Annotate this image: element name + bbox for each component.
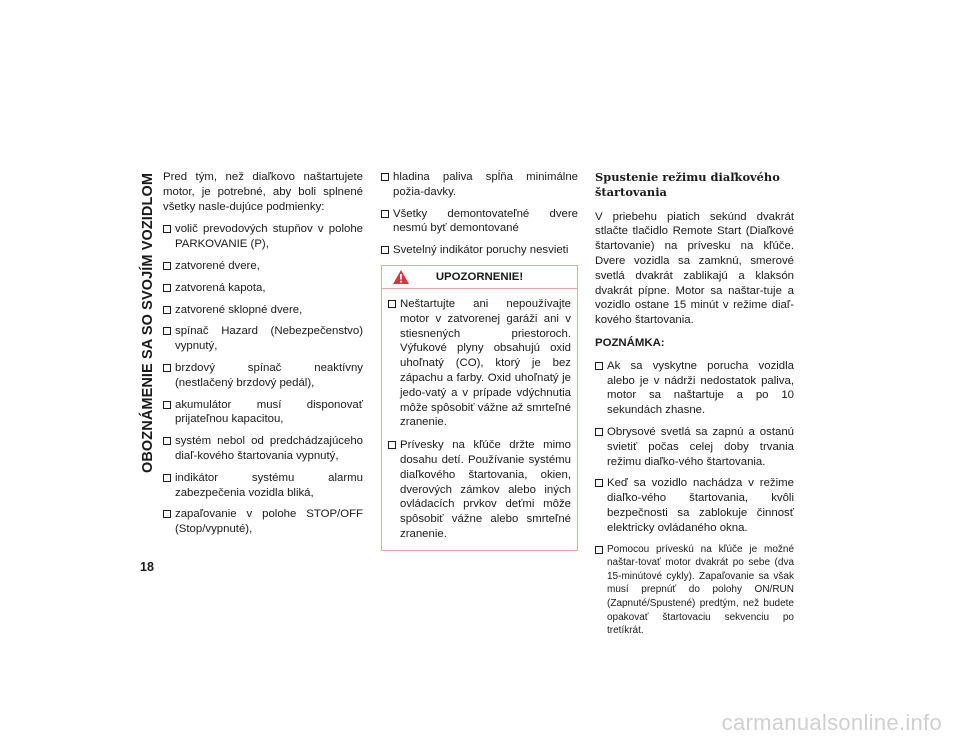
square-bullet-icon [163, 401, 171, 409]
square-bullet-icon [163, 262, 171, 270]
intro-paragraph: Pred tým, než diaľkovo naštartujete motor, je potrebné, aby boli splnené všetky nasle-dujúce podmienky: [163, 171, 363, 213]
square-bullet-icon [163, 284, 171, 292]
warning-box [381, 265, 578, 551]
warning-list [388, 297, 571, 542]
conditions-list-continued [381, 170, 578, 258]
notes-list [595, 359, 794, 536]
list-item: Neštartujte ani nepoužívajte motor v zatvorenej garáži ani v stiesnených priestoroch. Výfukové plyny obsahujú oxid uhoľnatý (CO), ktorý je bez zápachu a farby. Oxid uhoľnatý je jedo-vatý a v prípade vdýchnutia môže spôsobiť vážne až smrteľné zranenie. [388, 297, 571, 430]
page-number: 18 [140, 560, 154, 574]
list-item: Všetky demontovateľné dvere nesmú byť demontované [381, 207, 578, 237]
square-bullet-icon [163, 474, 171, 482]
column-2 [381, 170, 578, 551]
list-item: zatvorené dvere, [163, 259, 363, 274]
list-item: zatvorené sklopné dvere, [163, 303, 363, 318]
watermark: carmanualsonline.info [721, 710, 942, 735]
square-bullet-icon [388, 441, 396, 449]
conditions-list [163, 222, 363, 537]
square-bullet-icon [163, 306, 171, 314]
list-item: Prívesky na kľúče držte mimo dosahu detí. Používanie systému diaľkového štartovania, okien, dverových zámkov alebo iných ovládacích prvkov deťmi môže spôsobiť vážne alebo smrteľné zranenie. [388, 438, 571, 542]
square-bullet-icon [595, 362, 603, 370]
list-item: Pomocou príveskú na kľúče je možné naštar-tovať motor dvakrát po sebe (dva 15-minútové cykly). Zapaľovanie sa však musí prepnúť do polohy ON/RUN (Zapnuté/Spustené) predtým, než budete opakovať štartovaciu sekvenciu po tretíkrát. [595, 543, 794, 638]
square-bullet-icon [163, 510, 171, 518]
square-bullet-icon [595, 428, 603, 436]
small-notes-list [595, 543, 794, 638]
list-item: Obrysové svetlá sa zapnú a ostanú svietiť počas celej doby trvania režimu diaľko-vého štartovania. [595, 425, 794, 469]
warning-title: UPOZORNENIE! [435, 270, 524, 283]
list-item: brzdový spínač neaktívny (nestlačený brzdový pedál), [163, 361, 363, 391]
list-item: spínač Hazard (Nebezpečenstvo) vypnutý, [163, 324, 363, 354]
list-item: systém nebol od predchádzajúceho diaľ-kového štartovania vypnutý, [163, 434, 363, 464]
list-item: Svetelný indikátor poruchy nesvieti [381, 243, 578, 258]
warning-header [382, 266, 577, 289]
square-bullet-icon [381, 246, 389, 254]
list-item: akumulátor musí disponovať prijateľnou kapacitou, [163, 398, 363, 428]
chapter-side-title [137, 158, 159, 488]
column-1 [163, 170, 363, 544]
square-bullet-icon [163, 225, 171, 233]
square-bullet-icon [163, 327, 171, 335]
list-item: zatvorená kapota, [163, 281, 363, 296]
square-bullet-icon [163, 364, 171, 372]
list-item: Keď sa vozidlo nachádza v režime diaľko-vého štartovania, kvôli bezpečnosti sa zablokuje činnosť elektricky ovládaného okna. [595, 476, 794, 535]
note-title: POZNÁMKA: [595, 336, 665, 349]
square-bullet-icon [595, 546, 603, 554]
list-item: zapaľovanie v polohe STOP/OFF (Stop/vypnuté), [163, 507, 363, 537]
square-bullet-icon [381, 173, 389, 181]
column-3 [595, 170, 794, 645]
section-paragraph: V priebehu piatich sekúnd dvakrát stlačte tlačidlo Remote Start (Diaľkové štartovanie) na prívesku na kľúče. Dvere vozidla sa zamknú, smerové svetlá dvakrát zablikajú a klaksón dvakrát pípne. Motor sa naštar-tuje a vozidlo ostane 15 minút v režime diaľ-kového štartovania. [595, 210, 794, 327]
section-heading: Spustenie režimu diaľkového štartovania [595, 170, 780, 199]
list-item: volič prevodových stupňov v polohe PARKOVANIE (P), [163, 222, 363, 252]
square-bullet-icon [381, 210, 389, 218]
list-item: indikátor systému alarmu zabezpečenia vozidla bliká, [163, 471, 363, 501]
list-item: Ak sa vyskytne porucha vozidla alebo je v nádrži nedostatok paliva, motor sa naštartuje a po 10 sekundách zhasne. [595, 359, 794, 418]
square-bullet-icon [388, 300, 396, 308]
square-bullet-icon [595, 479, 603, 487]
warning-triangle-icon [392, 269, 410, 285]
list-item: hladina paliva spĺňa minimálne požia-davky. [381, 170, 578, 200]
square-bullet-icon [163, 437, 171, 445]
chapter-side-title-text: OBOZNÁMENIE SA SO SVOJÍM VOZIDLOM [140, 172, 156, 474]
